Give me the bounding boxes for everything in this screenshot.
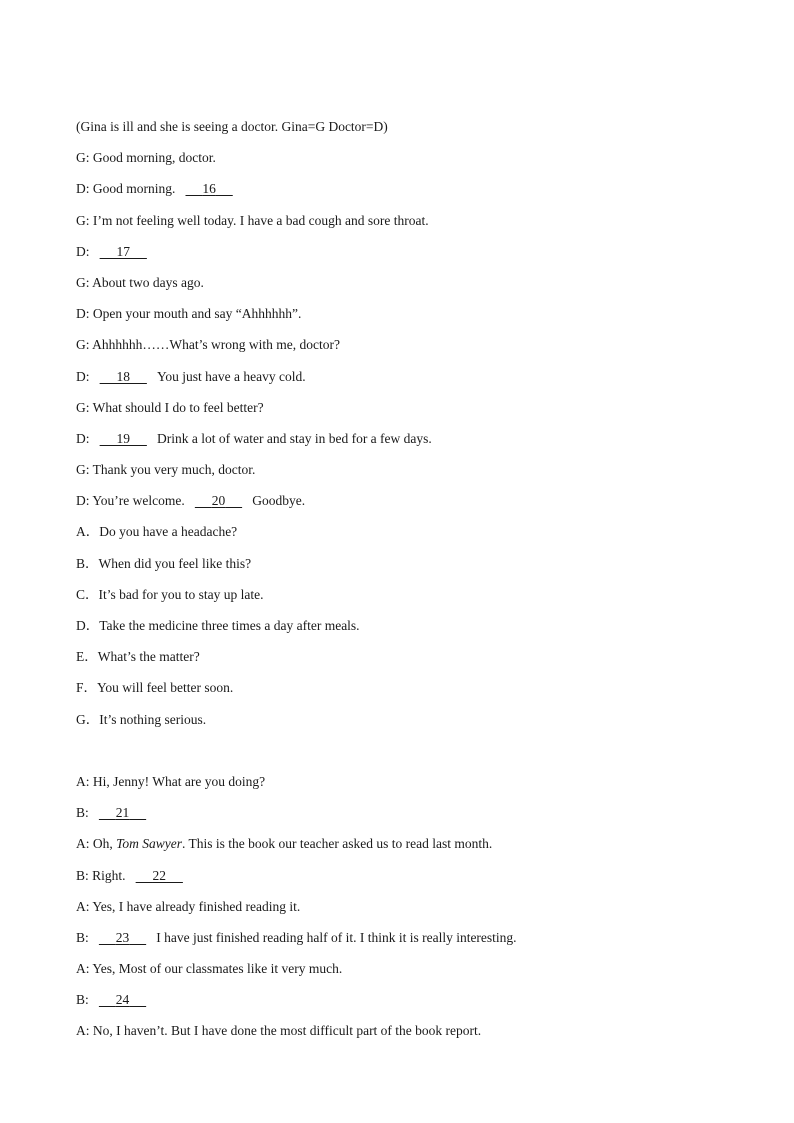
option-item: A．Do you have a headache? bbox=[76, 524, 238, 540]
answer-blank-20[interactable]: 20 bbox=[211, 493, 226, 509]
dialogue-line: B: 24 bbox=[76, 984, 716, 1015]
dialogue-line: G: What should I do to feel better? bbox=[76, 399, 264, 415]
answer-blank-16[interactable]: 16 bbox=[202, 181, 216, 197]
dialogue-line: A: Yes, I have already finished reading it. bbox=[76, 898, 301, 914]
answer-blank-18[interactable]: 18 bbox=[116, 368, 130, 384]
dialogue-line: A: Oh, Tom Sawyer. This is the book our teacher asked us to read last month. bbox=[76, 836, 493, 852]
dialogue-line: D: 17 bbox=[76, 236, 716, 267]
dialogue-line: D: 19 Drink a lot of water and stay in bed for a few days. bbox=[76, 423, 716, 454]
dialogue-line: D: Open your mouth and say “Ahhhhhh”. bbox=[76, 306, 302, 322]
dialogue-line: G: I’m not feeling well today. I have a bad cough and sore throat. bbox=[76, 212, 429, 228]
answer-blank-22[interactable]: 22 bbox=[152, 867, 167, 883]
dialogue-line: D: Good morning. 16 bbox=[76, 173, 716, 204]
option-item: F．You will feel better soon. bbox=[76, 680, 234, 696]
answer-blank-23[interactable]: 23 bbox=[115, 929, 130, 945]
option-item: C．It’s bad for you to stay up late. bbox=[76, 586, 264, 602]
answer-blank-21[interactable]: 21 bbox=[115, 805, 130, 821]
option-item: D．Take the medicine three times a day after meals. bbox=[76, 618, 360, 633]
option-item: E．What’s the matter? bbox=[76, 649, 200, 665]
dialogue-line: A: Hi, Jenny! What are you doing? bbox=[76, 773, 266, 789]
dialogue-line: B: 21 bbox=[76, 797, 716, 828]
answer-blank-19[interactable]: 19 bbox=[116, 430, 130, 446]
dialogue-line: G: Good morning, doctor. bbox=[76, 150, 216, 166]
dialogue-line: A: No, I haven’t. But I have done the most difficult part of the book report. bbox=[76, 1023, 482, 1039]
dialogue-line: D: You’re welcome. 20 Goodbye. bbox=[76, 485, 716, 516]
book-title: Tom Sawyer bbox=[116, 836, 183, 852]
dialogue-line: D: 18 You just have a heavy cold. bbox=[76, 361, 716, 392]
dialogue-line: B: 23 I have just finished reading half of it. I think it is really interesting. bbox=[76, 922, 716, 953]
answer-blank-24[interactable]: 24 bbox=[115, 992, 130, 1008]
dialogue-line: G: Ahhhhhh……What’s wrong with me, doctor? bbox=[76, 337, 340, 353]
option-item: G．It’s nothing serious. bbox=[76, 711, 207, 727]
dialogue-intro: (Gina is ill and she is seeing a doctor. Gina=G Doctor=D) bbox=[76, 119, 388, 134]
worksheet-content bbox=[76, 111, 716, 1047]
option-item: B．When did you feel like this? bbox=[76, 555, 252, 571]
dialogue-line: G: Thank you very much, doctor. bbox=[76, 462, 256, 478]
section-gap bbox=[76, 735, 716, 766]
dialogue-line: G: About two days ago. bbox=[76, 274, 204, 290]
dialogue-line: A: Yes, Most of our classmates like it very much. bbox=[76, 961, 343, 977]
dialogue-line: B: Right. 22 bbox=[76, 860, 716, 891]
answer-blank-17[interactable]: 17 bbox=[116, 243, 130, 259]
